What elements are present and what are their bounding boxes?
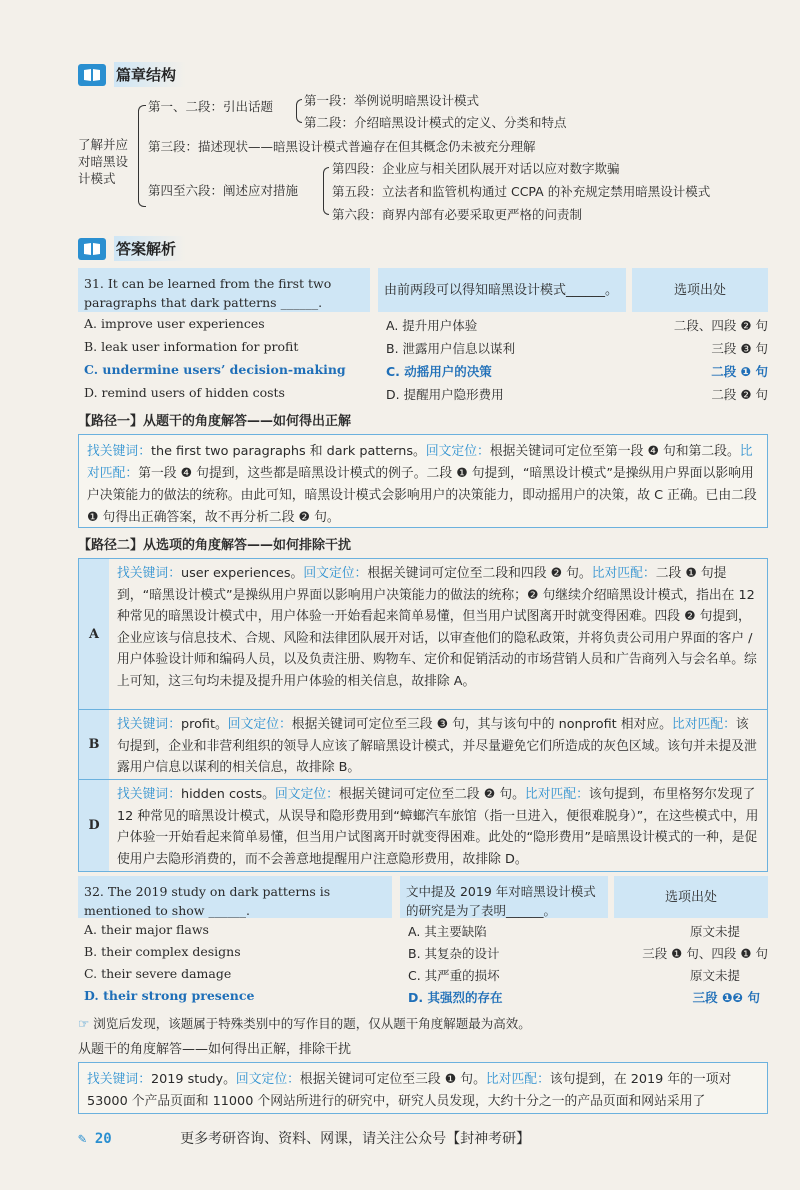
para-5: 第五段：立法者和监管机构通过 CCPA 的补充规定禁用暗黑设计模式	[332, 184, 711, 199]
match-text: 第一段 ❹ 句提到，这些都是暗黑设计模式的例子。二段 ❶ 句提到，“暗黑设计模式”是操纵用户界面以影响用户决策能力的做法的统称。由此可知，暗黑设计模式会影响用户的决策能力，即动摇用户的决策，故 C 正确。已由二段 ❶ 句得出正确答案，故不再分析二段 ❷ 句。	[87, 466, 757, 525]
path-1-box	[78, 434, 768, 528]
match-label: 比对匹配：	[87, 444, 753, 481]
locate-label: 回文定位：	[303, 566, 368, 581]
q32-stem-zh: 文中提及 2019 年对暗黑设计模式的研究是为了表明______。	[400, 876, 608, 918]
match-label: 比对匹配：	[524, 787, 589, 802]
q32-option-b-src: 三段 ❶ 句、四段 ❶ 句	[642, 946, 768, 961]
q31-option-c-en: C. undermine users’ decision-making	[84, 362, 346, 377]
q31-source-header: 选项出处	[632, 268, 768, 312]
para-2: 第二段：介绍暗黑设计模式的定义、分类和特点	[304, 115, 567, 130]
keyword-text: user experiences。	[180, 566, 304, 581]
book-icon	[78, 64, 106, 86]
q31-option-c-zh: C. 动摇用户的决策	[386, 364, 492, 379]
q32-option-a-en: A. their major flaws	[84, 922, 209, 937]
row-label: A	[79, 559, 109, 709]
q31-option-d-zh: D. 提醒用户隐形费用	[386, 387, 504, 402]
row-label: B	[79, 710, 109, 779]
path-1-title: 【路径一】从题干的角度解答——如何得出正解	[78, 414, 352, 429]
row-content	[109, 780, 767, 871]
keyword-text: profit。	[180, 717, 228, 732]
keyword-label: 找关键词：	[117, 787, 181, 802]
q32-option-d-src: 三段 ❶❷ 句	[692, 990, 760, 1005]
q31-option-a-zh: A. 提升用户体验	[386, 318, 478, 333]
q32-option-c-src: 原文未提	[689, 968, 740, 983]
q32-source-header: 选项出处	[614, 876, 768, 918]
section-heading-answers	[78, 236, 186, 261]
locate-label: 回文定位：	[227, 717, 292, 732]
q31-option-a-src: 二段、四段 ❷ 句	[673, 318, 768, 333]
section-title: 答案解析	[114, 236, 186, 261]
q32-option-c-zh: C. 其严重的损坏	[408, 968, 500, 983]
note-text: 浏览后发现，该题属于特殊类别中的写作目的题，仅从题干角度解题最为高效。	[93, 1016, 531, 1031]
locate-text: 根据关键词可定位至二段和四段 ❷ 句。	[367, 566, 592, 581]
table-row	[79, 709, 767, 779]
q32-option-c-en: C. their severe damage	[84, 966, 232, 981]
row-label: D	[79, 780, 109, 871]
footer-text: 更多考研咨询、资料、网课，请关注公众号【封神考研】	[180, 1131, 531, 1147]
keyword-text: 2019 study。	[150, 1072, 236, 1087]
part-4-6: 第四至六段：阐述应对措施	[148, 183, 299, 198]
pointing-hand-icon: ☞	[78, 1015, 90, 1031]
q32-option-b-zh: B. 其复杂的设计	[408, 946, 500, 961]
q32-option-d-en: D. their strong presence	[84, 988, 255, 1003]
page-number: 20	[94, 1131, 112, 1147]
q31-option-a-en: A. improve user experiences	[84, 316, 265, 331]
q32-stem: 32. The 2019 study on dark patterns is mentioned to show ______.	[78, 876, 392, 918]
brace	[296, 99, 302, 123]
q31-option-c-src: 二段 ❶ 句	[711, 364, 768, 379]
match-text: 二段 ❶ 句提到，“暗黑设计模式”是操纵用户界面以影响用户决策能力的做法的统称；❷ 句继续介绍暗黑设计模式，指出在 12 种常见的暗黑设计模式中，用户体验一开始看起来简单易懂，但当用户试图离开时就变得困难。四段 ❷ 句提到，企业应该与信息技术、合规、风险和法律团队展开对话，以审查他们的隐私政策，并将负责公司用户界面的客户 / 用户体验设计师和编码人员，以及负责注册、购物车、定价和促销活动的市场营销人员和广告商列入与会名单。综上可知，这三句均未提及提升用户体验的相关信息，故排除 A。	[117, 566, 757, 689]
chapter-structure	[78, 95, 778, 230]
q32-option-b-en: B. their complex designs	[84, 944, 241, 959]
para-4: 第四段：企业应与相关团队展开对话以应对数字欺骗	[332, 161, 620, 176]
match-label: 比对匹配：	[671, 717, 736, 732]
q32-option-a-zh: A. 其主要缺陷	[408, 924, 487, 939]
match-label: 比对匹配：	[485, 1072, 550, 1087]
part-1-2: 第一、二段：引出话题	[148, 99, 274, 114]
brace	[323, 167, 329, 215]
keyword-label: 找关键词：	[117, 717, 181, 732]
locate-text: 根据关键词可定位至三段 ❶ 句。	[299, 1072, 486, 1087]
pen-icon: ✎	[78, 1131, 87, 1147]
page-footer	[78, 1128, 768, 1148]
path-2-table	[78, 558, 768, 872]
row-content	[109, 710, 767, 779]
match-label: 比对匹配：	[591, 566, 656, 581]
para-6: 第六段：商界内部有必要采取更严格的问责制	[332, 207, 583, 222]
q31-option-d-en: D. remind users of hidden costs	[84, 385, 285, 400]
locate-text: 根据关键词可定位至三段 ❸ 句，其与该句中的 nonprofit 相对应。	[291, 717, 672, 732]
brace	[138, 105, 146, 207]
keyword-label: 找关键词：	[87, 444, 151, 459]
root-label-3: 计模式	[78, 171, 116, 186]
path-2-title: 【路径二】从选项的角度解答——如何排除干扰	[78, 538, 352, 553]
locate-label: 回文定位：	[235, 1072, 300, 1087]
root-label-2: 对暗黑设	[78, 154, 129, 169]
table-row	[79, 779, 767, 871]
locate-text: 根据关键词可定位至第一段 ❹ 句和第二段。	[489, 444, 740, 459]
q32-path-box	[78, 1062, 768, 1114]
q32-path-title: 从题干的角度解答——如何得出正解，排除干扰	[78, 1042, 352, 1057]
q32-option-a-src: 原文未提	[689, 924, 740, 939]
q32-option-d-zh: D. 其强烈的存在	[408, 990, 503, 1005]
q31-option-b-zh: B. 泄露用户信息以谋利	[386, 341, 516, 356]
section-title: 篇章结构	[114, 62, 186, 87]
table-row	[79, 559, 767, 709]
keyword-label: 找关键词：	[87, 1072, 151, 1087]
match-text: 该句提到，企业和非营利组织的领导人应该了解暗黑设计模式，并尽量避免它们所造成的灰色区域。该句并未提及泄露用户信息以谋利的相关信息，故排除 B。	[117, 717, 757, 775]
locate-label: 回文定位：	[274, 787, 339, 802]
q31-stem: 31. It can be learned from the first two paragraphs that dark patterns ______.	[78, 268, 370, 312]
q31-stem-zh: 由前两段可以得知暗黑设计模式______。	[378, 268, 626, 312]
q32-note	[78, 1014, 531, 1032]
q31-option-b-src: 三段 ❸ 句	[711, 341, 768, 356]
para-1: 第一段：举例说明暗黑设计模式	[304, 93, 480, 108]
match-text: 该句提到，布里格努尔发现了 12 种常见的暗黑设计模式，从误导和隐形费用到“蟑螂汽车旅馆（指一旦进入，便很难脱身）”，在这些模式中，用户体验一开始看起来简单易懂，但当用户试图离开时就变得困难。此处的“隐形费用”是暗黑设计模式的一种，是促使用户去隐形消费的，而不会善意地提醒用户注意隐形费用，故排除 D。	[117, 787, 759, 867]
locate-label: 回文定位：	[425, 444, 490, 459]
keyword-label: 找关键词：	[117, 566, 181, 581]
keyword-text: hidden costs。	[180, 787, 275, 802]
q31-option-d-src: 二段 ❷ 句	[711, 387, 768, 402]
q31-option-b-en: B. leak user information for profit	[84, 339, 299, 354]
root-label-1: 了解并应	[78, 137, 129, 152]
part-3: 第三段：描述现状——暗黑设计模式普遍存在但其概念仍未被充分理解	[148, 139, 536, 154]
book-icon	[78, 238, 106, 260]
locate-text: 根据关键词可定位至二段 ❷ 句。	[338, 787, 525, 802]
match-text: 该句提到，在 2019 年的一项对 53000 个产品页面和 11000 个网站所进行的研究中，研究人员发现，大约十分之一的产品页面和网站采用了	[87, 1072, 732, 1109]
row-content	[109, 559, 767, 709]
keyword-text: the first two paragraphs 和 dark patterns。	[150, 444, 426, 459]
section-heading-structure	[78, 62, 186, 87]
